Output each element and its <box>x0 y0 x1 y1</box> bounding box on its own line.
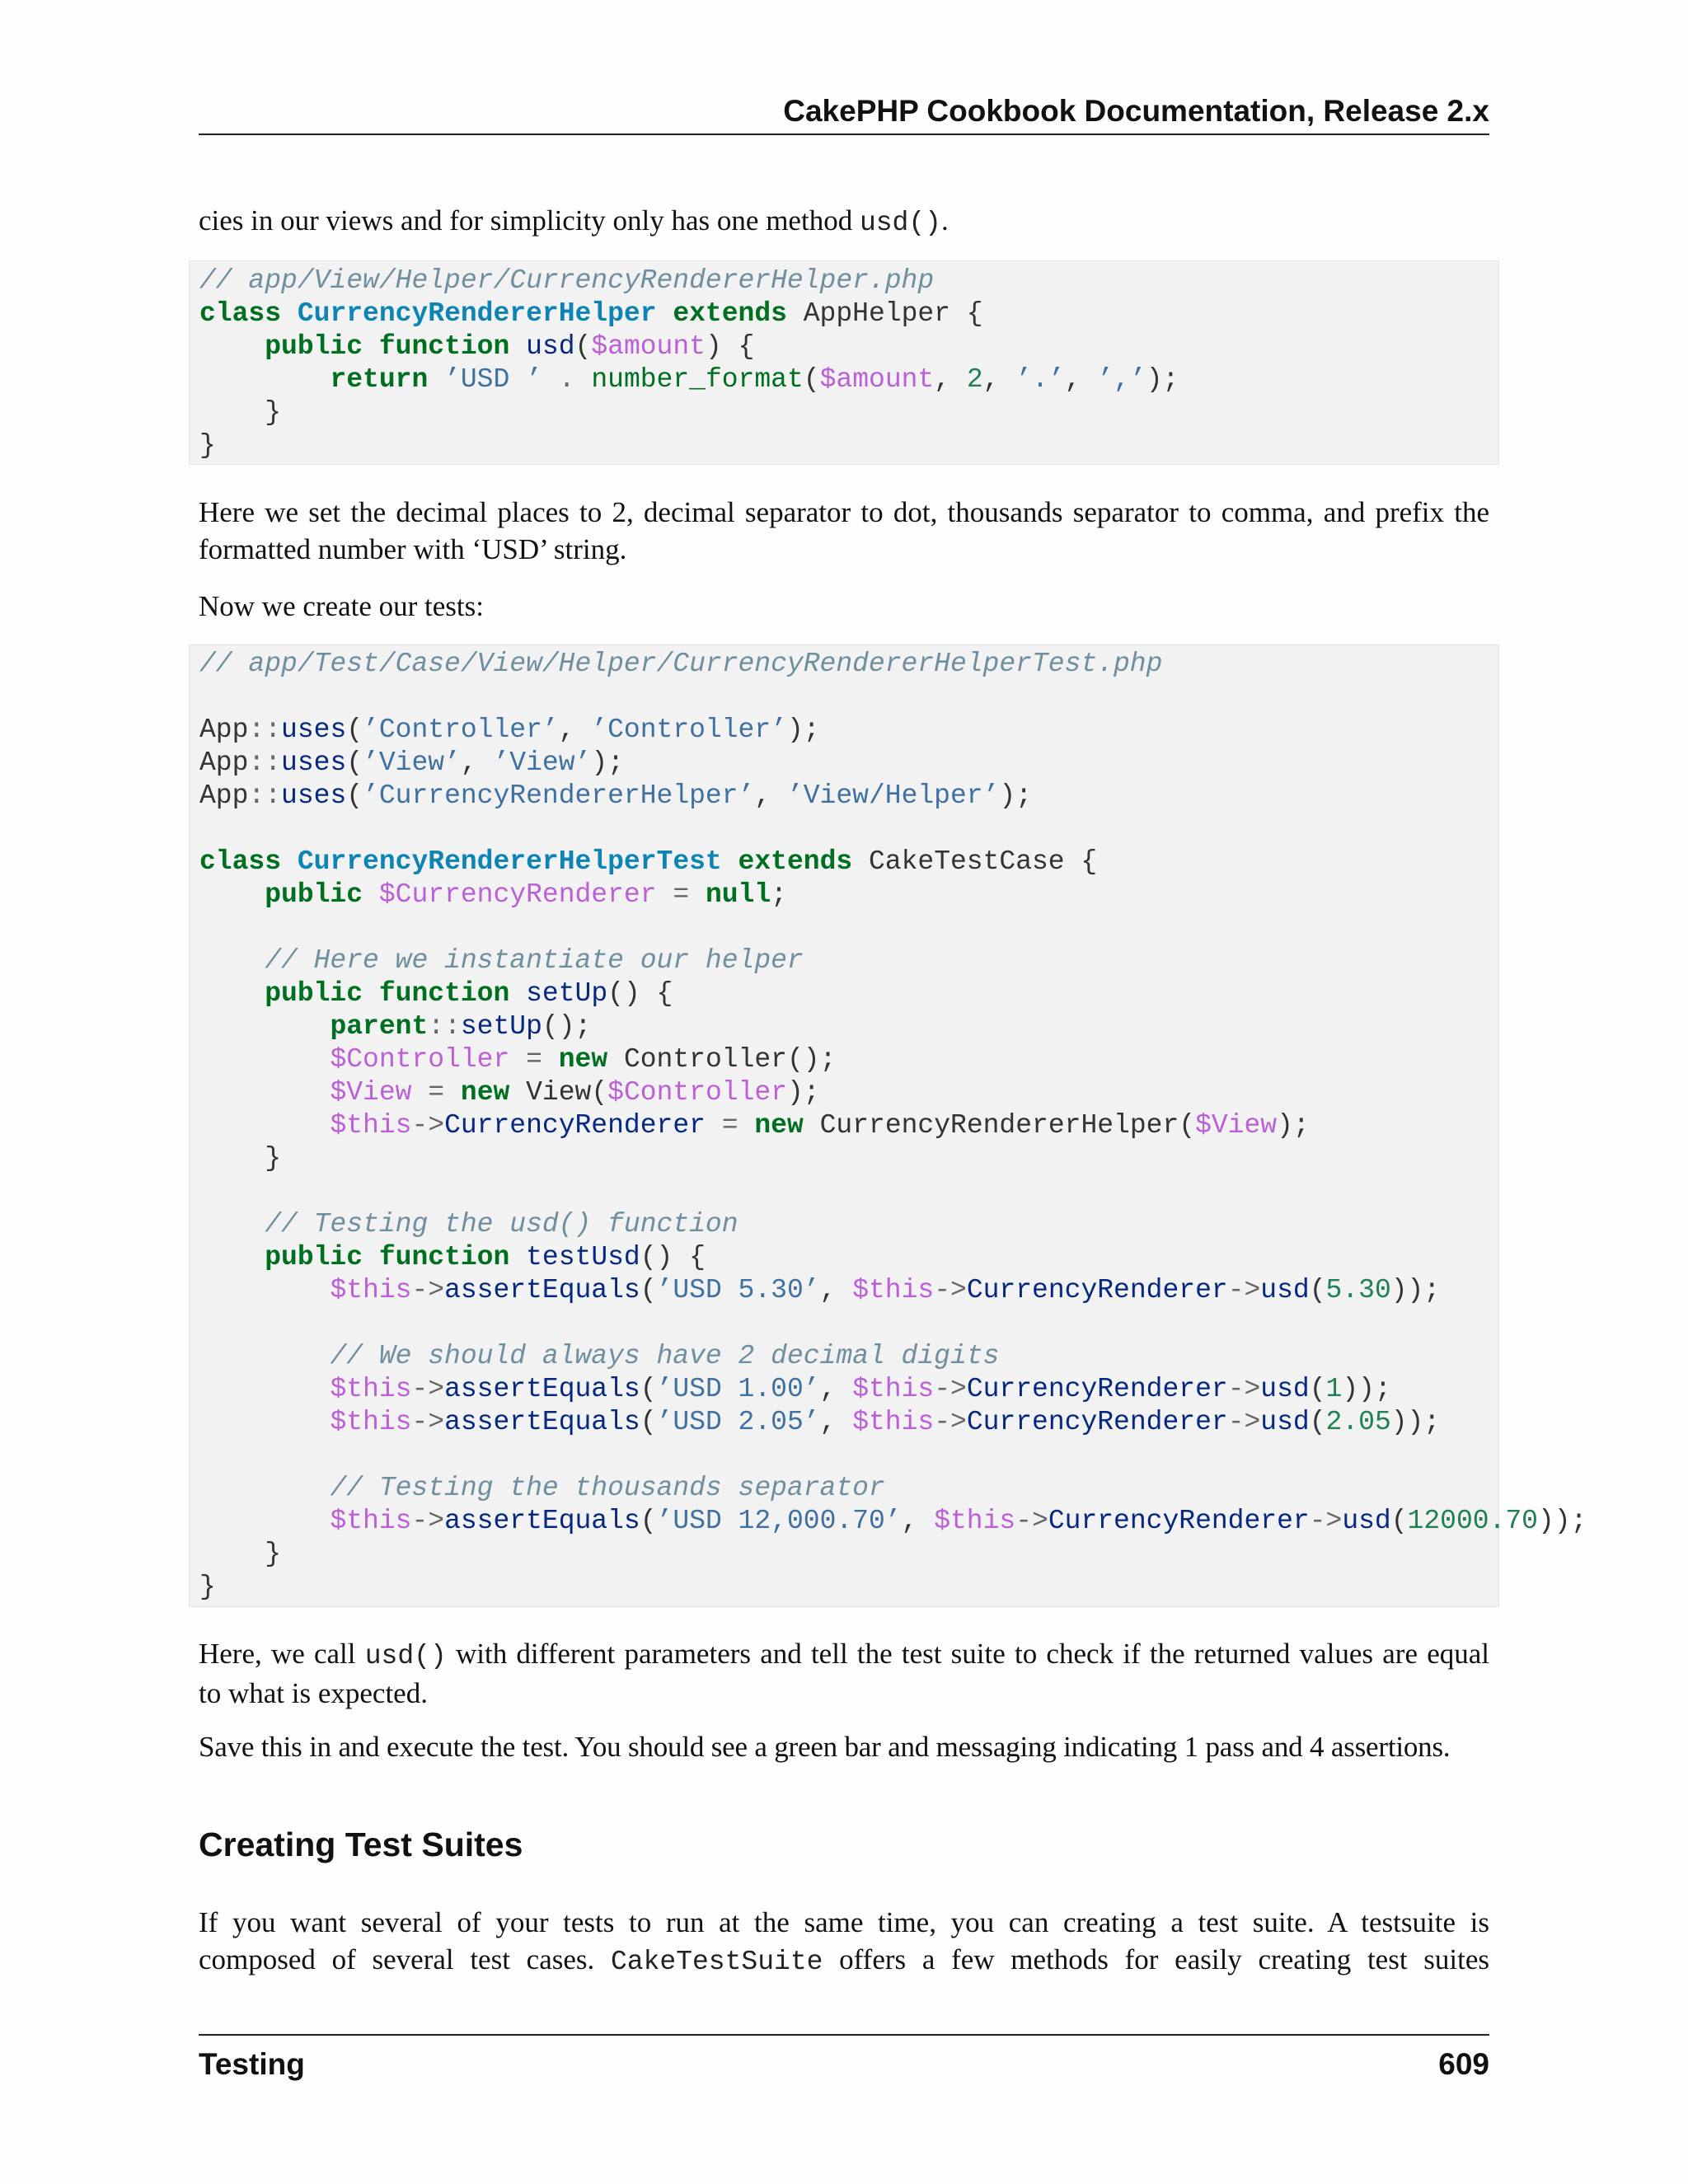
usd-paragraph <box>199 1635 1489 1712</box>
paragraph-line: formatted number with ‘USD’ string. <box>199 533 627 565</box>
code-line: // We should always have 2 decimal digits <box>330 1341 1000 1371</box>
intro-end: . <box>940 204 949 237</box>
code-line: public $CurrencyRenderer = null; <box>265 879 787 910</box>
code-line: } <box>199 1143 282 1174</box>
paragraph-text: Here, we call <box>199 1638 365 1670</box>
code-line: class CurrencyRendererHelperTest extends CakeTestCase { <box>199 846 1098 877</box>
paragraph-text: with different parameters and tell the test suite to check if the returned values are equal <box>446 1638 1489 1670</box>
code-line: } <box>199 1539 282 1569</box>
code-block-test <box>189 644 1587 1607</box>
paragraph-line <box>199 1635 1489 1675</box>
code-line: $this->assertEquals(’USD 12,000.70’, $this->CurrencyRenderer->usd(12000.70)); <box>330 1506 1587 1536</box>
code-line: // Here we instantiate our helper <box>265 945 804 976</box>
code-line: $Controller = new Controller(); <box>330 1044 837 1075</box>
code-line: // Testing the usd() function <box>265 1209 738 1240</box>
code-line: // app/View/Helper/CurrencyRendererHelper.php <box>199 265 935 296</box>
paragraph-line: to what is expected. <box>199 1677 428 1709</box>
code-line: App::uses(’Controller’, ’Controller’); <box>199 715 820 745</box>
intro-paragraph <box>199 202 1489 241</box>
tests-paragraph <box>199 588 1489 625</box>
paragraph-line: Here we set the decimal places to 2, decimal separator to dot, thousands separator to comma, and prefix the <box>199 496 1489 528</box>
code-line: class CurrencyRendererHelper extends AppHelper { <box>199 298 983 329</box>
paragraph-text: Save this in and execute the test. You should see a green bar and messaging indicating 1 pass and 4 assertions. <box>199 1731 1451 1763</box>
code-line: App::uses(’View’, ’View’); <box>199 748 624 778</box>
page-number: 609 <box>1438 2047 1489 2081</box>
footer-section: Testing <box>199 2047 305 2081</box>
code-line: $this->assertEquals(’USD 2.05’, $this->CurrencyRenderer->usd(2.05)); <box>330 1407 1441 1437</box>
code-line: public function testUsd() { <box>265 1242 706 1272</box>
code-line: App::uses(’CurrencyRendererHelper’, ’View/Helper’); <box>199 780 1033 811</box>
header-title: CakePHP Cookbook Documentation, Release 2.x <box>783 94 1489 128</box>
inline-code: usd() <box>364 1641 447 1671</box>
code-line: $View = new View($Controller); <box>330 1077 820 1108</box>
code-line: public function setUp() { <box>265 978 673 1009</box>
separators-paragraph <box>199 494 1489 568</box>
code-line: } <box>199 430 216 461</box>
suite-paragraph <box>199 1904 1489 1980</box>
code-line: parent::setUp(); <box>330 1011 592 1042</box>
running-header <box>199 91 1489 135</box>
code-line: } <box>199 1572 216 1602</box>
code-line: // Testing the thousands separator <box>330 1473 885 1503</box>
code-line: public function usd($amount) { <box>265 331 755 362</box>
code-line: } <box>199 397 282 428</box>
running-footer <box>199 2034 1489 2083</box>
paragraph-text: Now we create our tests: <box>199 590 484 622</box>
inline-code: CakeTestSuite <box>610 1947 823 1977</box>
paragraph-text: composed of several test cases. <box>199 1943 611 1975</box>
code-line: $this->CurrencyRenderer = new CurrencyRendererHelper($View); <box>330 1110 1310 1141</box>
code-block-helper <box>189 260 1499 465</box>
section-heading: Creating Test Suites <box>199 1825 523 1863</box>
paragraph-text: offers a few methods for easily creating test suites <box>823 1943 1490 1975</box>
intro-text: cies in our views and for simplicity only has one method <box>199 204 860 237</box>
code-line: $this->assertEquals(’USD 5.30’, $this->CurrencyRenderer->usd(5.30)); <box>330 1275 1441 1305</box>
code-line: $this->assertEquals(’USD 1.00’, $this->CurrencyRenderer->usd(1)); <box>330 1374 1391 1404</box>
save-paragraph <box>199 1728 1489 1765</box>
intro-inline-code: usd() <box>859 208 941 238</box>
code-line: // app/Test/Case/View/Helper/CurrencyRendererHelperTest.php <box>199 649 1163 679</box>
paragraph-line <box>199 1941 1489 1980</box>
paragraph-line: If you want several of your tests to run at the same time, you can creating a test suite. A testsuite is <box>199 1906 1489 1938</box>
code-line: return ’USD ’ . number_format($amount, 2, ’.’, ’,’); <box>330 364 1179 395</box>
